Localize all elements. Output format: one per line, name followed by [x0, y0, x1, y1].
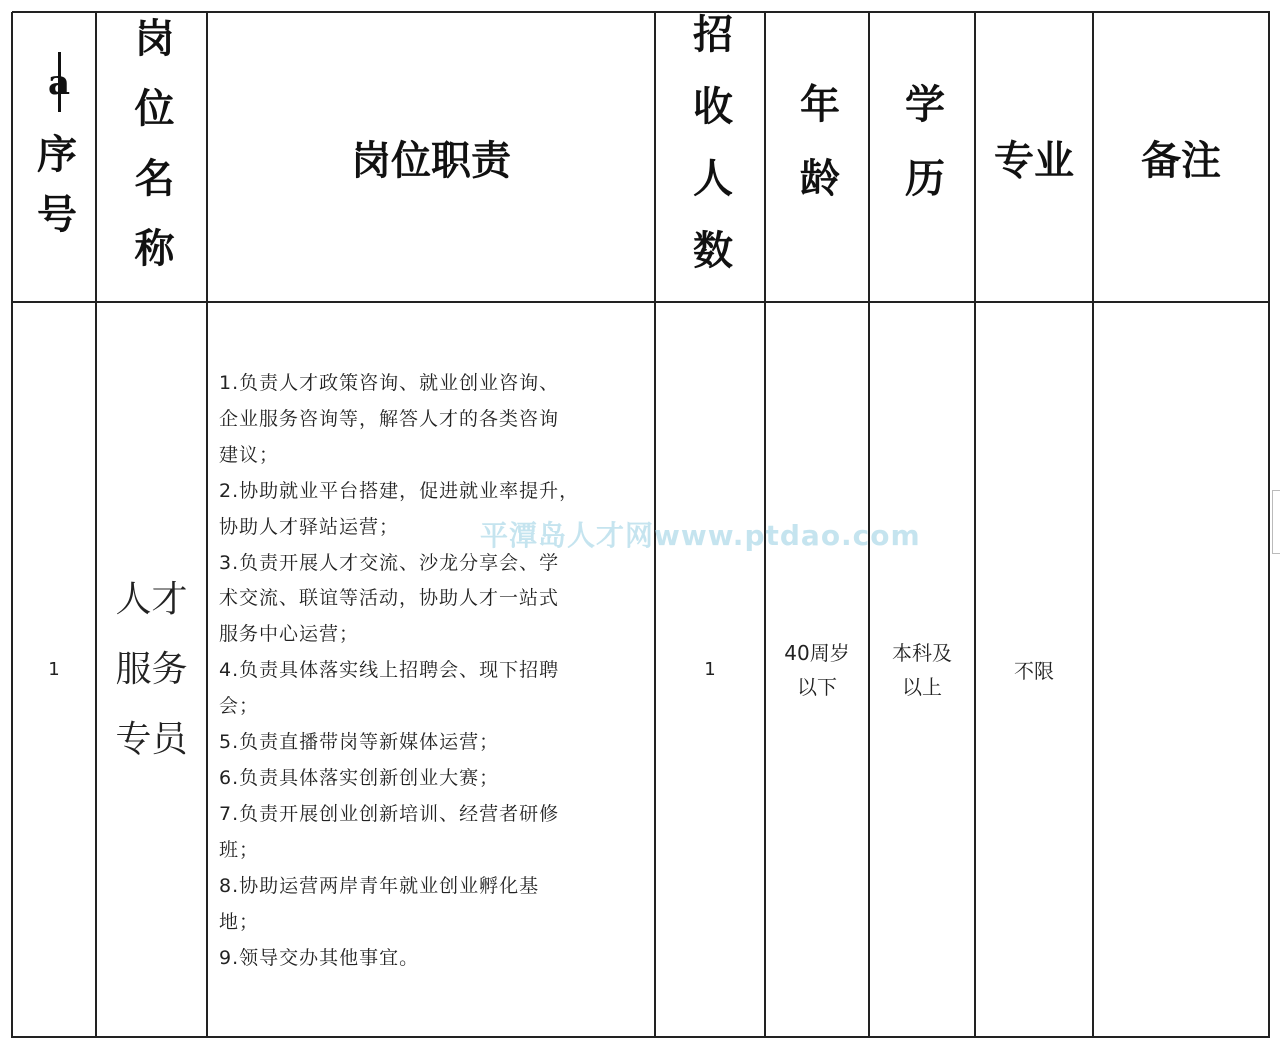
header-education: 学历: [898, 83, 946, 231]
duty-line: 5.负责直播带岗等新媒体运营；: [219, 731, 500, 754]
header-count: 招收人数: [686, 13, 734, 301]
table-border-bottom: [12, 1036, 1270, 1038]
education-line: 以上: [902, 674, 942, 699]
duty-line: 术交流、联谊等活动，协助人才一站式: [219, 587, 560, 610]
duty-line: 7.负责开展创业创新培训、经营者研修: [219, 802, 560, 825]
row-count: 1: [704, 659, 716, 680]
education-line: 本科及: [892, 640, 952, 665]
row-seq: 1: [48, 659, 60, 680]
duty-line: 1.负责人才政策咨询、就业创业咨询、: [219, 372, 560, 394]
duty-line: 会；: [219, 695, 260, 718]
position-name-line: 服务: [115, 648, 188, 690]
row-education: [870, 303, 974, 1036]
position-name-line: 人才: [115, 578, 188, 620]
duty-line: 9.领导交办其他事宜。: [219, 946, 420, 969]
position-name-line: 专员: [115, 718, 188, 760]
duty-line: 服务中心运营；: [219, 623, 360, 646]
site-watermark: 平潭岛人才网www.ptdao.com: [480, 519, 921, 552]
row-position-name: [97, 303, 206, 1036]
duty-line: 建议；: [219, 443, 280, 466]
row-major: 不限: [1014, 659, 1054, 683]
header-duties: 岗位职责: [351, 136, 511, 184]
header-position-name: 岗位名称: [128, 17, 175, 297]
header-major: 专业: [994, 136, 1074, 184]
row-duties: [219, 366, 649, 976]
header-remarks: 备注: [1141, 136, 1221, 184]
duty-line: 6.负责具体落实创新创业大赛；: [219, 766, 500, 789]
row-age: [766, 303, 868, 1036]
duty-line: 3.负责开展人才交流、沙龙分享会、学: [219, 551, 560, 574]
duty-line: 4.负责具体落实线上招聘会、现下招聘: [219, 659, 560, 682]
header-age: 年龄: [793, 83, 841, 231]
page-edge-handle: [1272, 490, 1280, 554]
duty-line: 企业服务咨询等，解答人才的各类咨询: [219, 407, 560, 430]
duty-line: 协助人才驿站运营；: [219, 515, 400, 538]
table-border-right: [1268, 12, 1270, 1038]
seq-header-mark: a: [48, 52, 70, 112]
header-seq: 序号: [30, 133, 78, 253]
age-line: 40周岁: [784, 640, 850, 665]
row-remarks: [1094, 303, 1268, 1036]
age-line: 以下: [797, 674, 837, 699]
duty-line: 2.协助就业平台搭建，促进就业率提升，: [219, 479, 580, 502]
duty-line: 班；: [219, 838, 260, 861]
duty-line: 地；: [219, 910, 260, 933]
duty-line: 8.协助运营两岸青年就业创业孵化基: [219, 874, 540, 897]
